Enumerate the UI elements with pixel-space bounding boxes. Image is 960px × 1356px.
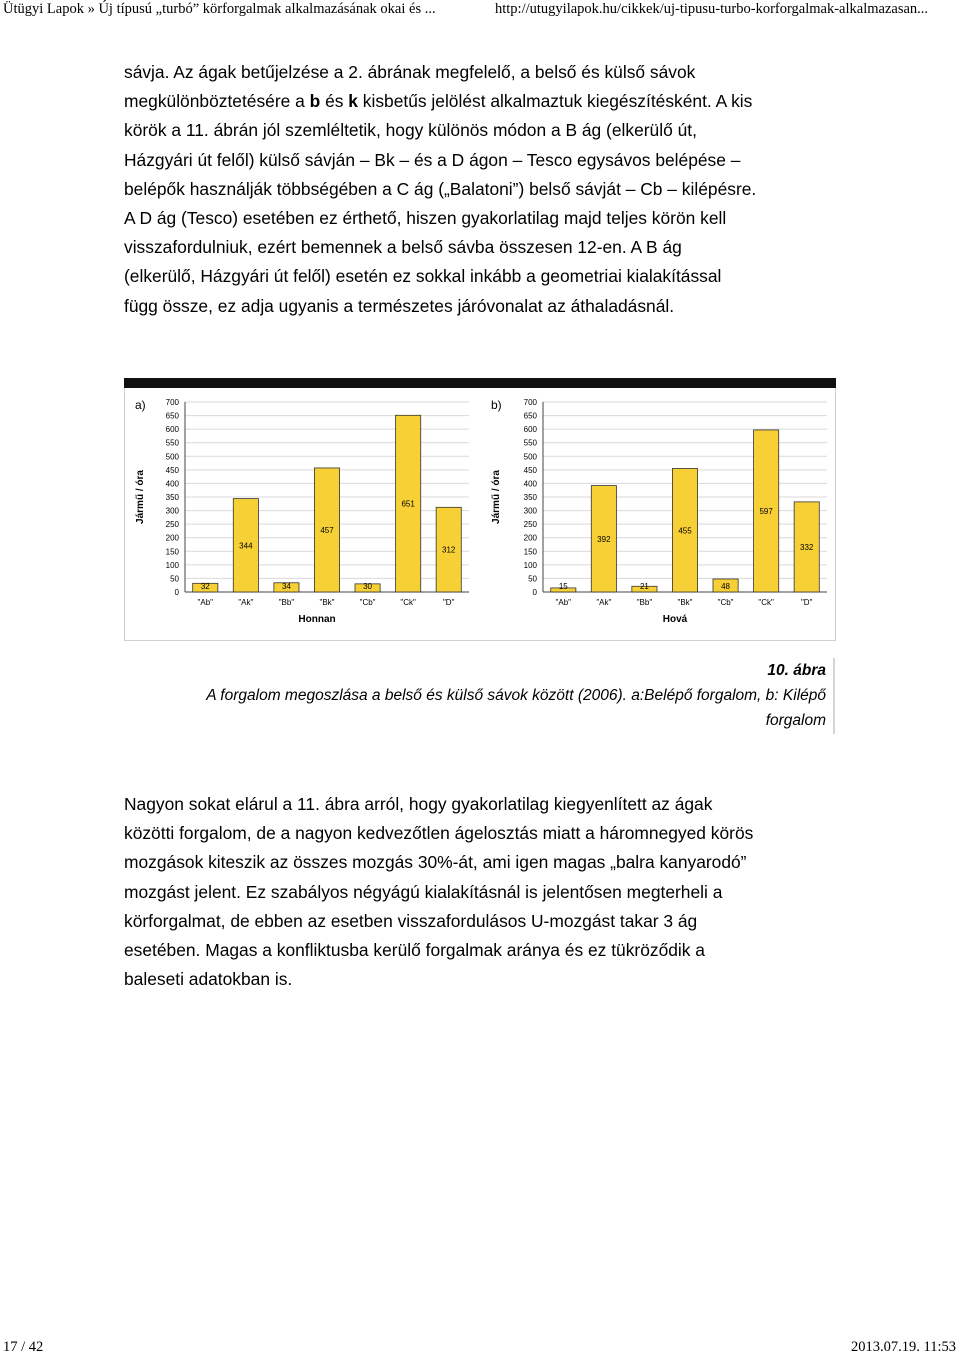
y-tick-label: 0	[532, 588, 537, 597]
y-tick-label: 550	[523, 438, 537, 448]
x-tick-label: "Ak"	[596, 598, 612, 607]
panel-label: a)	[135, 398, 146, 412]
bar-value-label: 457	[320, 525, 334, 535]
bar-value-label: 344	[239, 541, 253, 551]
y-tick-label: 400	[165, 479, 179, 489]
paragraph-1	[124, 58, 844, 321]
text-line: (elkerülő, Házgyári út felől) esetén ez sokkal inkább a geometriai kialakítással	[124, 266, 722, 287]
text-line: sávja. Az ágak betűjelzése a 2. ábrának megfelelő, a belső és külső sávok	[124, 62, 696, 82]
figure-number: 10. ábra	[767, 662, 826, 679]
y-tick-label: 450	[523, 465, 537, 475]
y-tick-label: 350	[165, 493, 179, 502]
x-tick-label: "Bk"	[677, 598, 693, 607]
x-tick-label: "Bb"	[278, 598, 295, 607]
y-tick-label: 450	[165, 465, 179, 475]
y-tick-label: 50	[170, 574, 179, 584]
y-tick-label: 100	[165, 560, 179, 570]
y-tick-label: 200	[523, 533, 537, 543]
text-line: Házgyári út felől) külső sávján – Bk – és a D ágon – Tesco egysávos belépése –	[124, 149, 741, 170]
y-tick-label: 150	[165, 547, 179, 557]
bar-value-label: 15	[558, 582, 568, 591]
page-number: 17 / 42	[3, 1339, 44, 1355]
panel-label: b)	[491, 398, 502, 412]
text-line: esetében. Magas a konfliktusba kerülő forgalmak aránya és ez tükröződik a	[124, 940, 705, 961]
text-line: belépők használják többségében a C ág („Balatoni”) belső sávját – Cb – kilépésre.	[124, 178, 757, 199]
paragraph-2	[124, 790, 844, 994]
bar-value-label: 597	[759, 506, 773, 516]
y-tick-label: 0	[174, 588, 179, 597]
text-line: baleseti adatokban is.	[124, 969, 293, 990]
y-tick-label: 700	[165, 398, 179, 407]
figure-10	[124, 378, 836, 641]
figure-caption-continued: forgalom	[765, 712, 826, 729]
page-title: Ütügyi Lapok » Új típusú „turbó” körforgalmak alkalmazásának okai és ...	[3, 1, 436, 17]
y-tick-label: 700	[523, 398, 537, 407]
x-tick-label: "Ck"	[400, 598, 416, 607]
y-tick-label: 100	[523, 560, 537, 570]
y-tick-label: 300	[523, 506, 537, 516]
x-axis-label: Hová	[662, 614, 688, 625]
x-axis-label: Honnan	[298, 614, 336, 625]
text-line: körök a 11. ábrán jól szemléltetik, hogy különös módon a B ág (elkerülő út,	[124, 120, 697, 141]
bar-value-label: 21	[639, 582, 649, 591]
y-tick-label: 500	[523, 452, 537, 462]
text-line: mozgások kiteszik az összes mozgás 30%-át, ami igen magas „balra kanyarodó”	[124, 852, 747, 873]
bar-value-label: 30	[363, 582, 373, 591]
figure-caption: A forgalom megoszlása a belső és külső sávok között (2006). a:Belépő forgalom, b: Kilépő	[206, 687, 826, 704]
x-tick-label: "Cb"	[717, 598, 734, 607]
bar-value-label: 332	[800, 542, 814, 552]
bar-value-label: 392	[597, 534, 611, 544]
x-tick-label: "Ck"	[758, 598, 774, 607]
text-line: mozgást jelent. Ez szabályos négyágú kialakításnál is jelentősen megterheli a	[124, 881, 723, 902]
x-tick-label: "D"	[442, 598, 455, 607]
text-line: Nagyon sokat elárul a 11. ábra arról, hogy gyakorlatilag kiegyenlített az ágak	[124, 794, 713, 814]
bar-value-label: 32	[200, 582, 210, 591]
y-tick-label: 250	[523, 520, 537, 530]
text-line: visszafordulniuk, ezért bemennek a belső sávba összesen 12-en. A B ág	[124, 237, 682, 258]
y-axis-label: Jármű / óra	[135, 470, 146, 524]
y-tick-label: 600	[523, 425, 537, 435]
y-tick-label: 400	[523, 479, 537, 489]
y-tick-label: 200	[165, 533, 179, 543]
text-line: körforgalmat, de ebben az esetben visszafordulásos U-mozgást takar 3 ág	[124, 910, 698, 931]
text-line: függ össze, ez adja ugyanis a természetes járóvonalat az áthaladásnál.	[124, 295, 675, 316]
bar-value-label: 651	[401, 499, 415, 509]
y-tick-label: 600	[165, 425, 179, 435]
y-tick-label: 650	[523, 411, 537, 421]
x-tick-label: "Ak"	[238, 598, 254, 607]
x-tick-label: "D"	[800, 598, 813, 607]
y-tick-label: 500	[165, 452, 179, 462]
y-tick-label: 650	[165, 411, 179, 421]
bar-value-label: 455	[678, 526, 692, 536]
y-tick-label: 300	[165, 506, 179, 516]
y-tick-label: 550	[165, 438, 179, 448]
text-line: közötti forgalom, de a nagyon kedvezőtlen ágelosztás miatt a háromnegyed körös	[124, 823, 754, 844]
print-header	[0, 0, 960, 22]
print-datetime: 2013.07.19. 11:53	[851, 1339, 956, 1355]
y-axis-label: Jármű / óra	[491, 470, 502, 524]
bar-value-label: 48	[721, 582, 731, 591]
x-tick-label: "Bk"	[319, 598, 335, 607]
text-line: megkülönböztetésére a b és k kisbetűs jelölést alkalmaztuk kiegészítésként. A kis	[124, 91, 753, 112]
page-url[interactable]: http://utugyilapok.hu/cikkek/uj-tipusu-turbo-korforgalmak-alkalmazasan...	[495, 1, 929, 17]
caption-side-bar	[833, 658, 835, 734]
text-line: A D ág (Tesco) esetében ez érthető, hiszen gyakorlatilag majd teljes körön kell	[124, 208, 727, 229]
x-tick-label: "Ab"	[555, 598, 572, 607]
y-tick-label: 350	[523, 493, 537, 502]
bar-value-label: 34	[281, 582, 291, 591]
bar-charts	[125, 378, 837, 641]
bar-value-label: 312	[442, 545, 456, 555]
y-tick-label: 250	[165, 520, 179, 530]
x-tick-label: "Cb"	[359, 598, 376, 607]
y-tick-label: 50	[528, 574, 537, 584]
x-tick-label: "Ab"	[197, 598, 214, 607]
y-tick-label: 150	[523, 547, 537, 557]
x-tick-label: "Bb"	[636, 598, 653, 607]
